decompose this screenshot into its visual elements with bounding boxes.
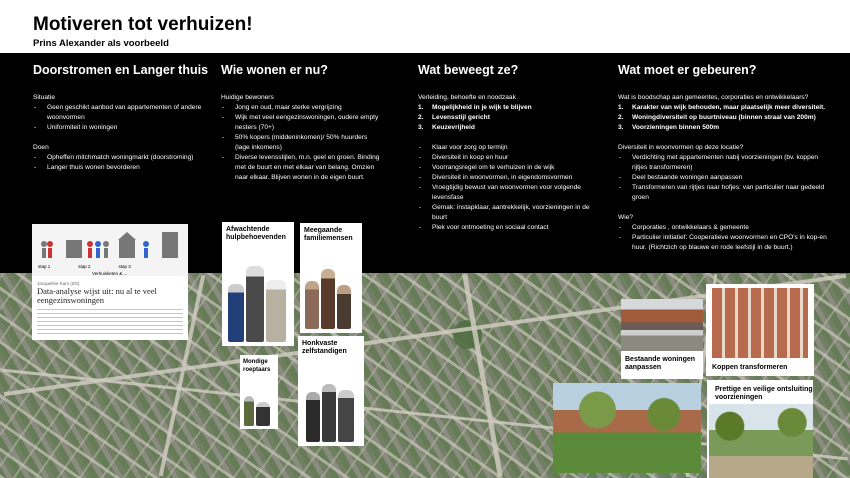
- list-item: - Plek voor ontmoeting en sociaal contact: [418, 223, 598, 233]
- column-wie-wonen: [221, 63, 381, 183]
- photo-caption: Prettige en veilige ontsluiting voorzieningen: [715, 386, 813, 401]
- heading-wat-moet: Wat moet er gebeuren?: [618, 63, 757, 77]
- article-meta: Jacqueline Kars (ZO): [37, 281, 80, 286]
- boodschap-label: Wat is boodschap aan gemeentes, corporaties en ontwikkelaars?: [618, 94, 809, 101]
- list-item: 2. Woningdiversiteit op buurtniveau (binnen straal van 200m): [618, 114, 816, 121]
- list-item: - Corporaties , ontwikkelaars & gemeente: [618, 223, 828, 233]
- step-label: stap 3: [118, 264, 131, 269]
- list-item: 1. Mogelijkheid in je wijk te blijven: [418, 104, 532, 111]
- column-wat-beweegt: [418, 63, 598, 233]
- list-item: 3. Voorzieningen binnen 500m: [618, 124, 720, 131]
- page-subtitle: Prins Alexander als voorbeeld: [33, 38, 169, 49]
- article-card: [32, 224, 188, 340]
- list-item: - Jong en oud, maar sterke vergrijzing: [221, 103, 381, 113]
- page-title: Motiveren tot verhuizen!: [33, 14, 253, 35]
- list-item: - 50% kopers (middeninkomen)/ 50% huurders (lage inkomens): [221, 133, 381, 153]
- bewoners-list: [221, 103, 381, 183]
- heading-wat-beweegt: Wat beweegt ze?: [418, 63, 519, 77]
- beweegt-list: [418, 143, 598, 233]
- apartment-photo: [712, 288, 808, 358]
- verleiding-label: Verleiding, behoefte en noodzaak: [418, 94, 516, 101]
- list-item: - Opheffen mitchmatch woningmarkt (doorstroming): [33, 153, 208, 163]
- photo-card-bestaande: [621, 299, 703, 379]
- courtyard-photo: [553, 383, 701, 473]
- list-item: - Klaar voor zorg op termijn: [418, 143, 598, 153]
- persona-card-afwachtende: [222, 222, 294, 346]
- heading-wie-wonen: Wie wonen er nu?: [221, 63, 328, 77]
- doen-list: [33, 153, 208, 173]
- persona-label: Mondige roeptaars: [243, 359, 271, 373]
- column-doorstromen: [33, 63, 208, 173]
- list-item: - Diversiteit in woonvormen, in eigendomsvormen: [418, 173, 598, 183]
- persona-figures: [306, 384, 354, 442]
- persona-label: Afwachtende hulpbehoevenden: [226, 226, 286, 241]
- step-label: stap 2: [78, 264, 91, 269]
- list-item: - Uniformiteit in woningen: [33, 123, 208, 133]
- list-item: - Vroegtijdig bewust van woonvormen voor volgende levensfase: [418, 183, 598, 203]
- diversiteit-list: [618, 153, 828, 203]
- list-item: - Gemak: instapklaar, aantrekkelijk, voorzieningen in de buurt: [418, 203, 598, 223]
- photo-card-koppen: [706, 284, 814, 376]
- photo-caption: Koppen transformeren: [712, 364, 788, 371]
- list-item: - Diverse levensstijlen, m.n. geel en groen. Binding met de buurt en met elkaar van belang. Omzien naar elkaar. Blijven wonen in de eigen buurt.: [221, 153, 381, 183]
- wie-label: Wie?: [618, 214, 634, 221]
- step-label: stap 1: [38, 264, 51, 269]
- column-wat-moet: [618, 63, 828, 253]
- list-item: 1. Karakter van wijk behouden, maar plaatselijk meer diversiteit.: [618, 104, 826, 111]
- wie-list: [618, 223, 828, 253]
- persona-label: Honkvaste zelfstandigen: [302, 340, 347, 355]
- street-photo: [709, 404, 813, 478]
- photo-card-prettige: [707, 380, 813, 478]
- list-item: - Voorrangsregel om te verhuizen in de wijk: [418, 163, 598, 173]
- list-item: - Particulier initiatief: Cooperatieve woonvormen en CPO's in kop-en huur. (Richtzich op blauwe en rode leefstijl in de buurt.): [618, 233, 828, 253]
- header: [0, 0, 850, 53]
- situatie-list: [33, 103, 208, 133]
- steps-row: [38, 264, 188, 269]
- list-item: - Diversiteit in koop en huur: [418, 153, 598, 163]
- persona-card-meegaande: [300, 223, 362, 333]
- persona-card-honkvaste: [298, 336, 364, 446]
- list-item: - Verdichting met appartementen nabij voorzieningen (bv. koppen rijtjes transformeren): [618, 153, 828, 173]
- list-item: - Wijk met veel eengezinswoningen, oudere empty nesters (70+): [221, 113, 381, 133]
- photo-caption: Bestaande woningen aanpassen: [625, 356, 696, 371]
- list-item: - Transformeren van rijtjes naar hofjes: van particulier naar gedeeld groen: [618, 183, 828, 203]
- steps-caption: Verhuisketen & ...: [92, 271, 128, 276]
- persona-figures: [305, 269, 351, 329]
- house-photo: [621, 299, 703, 351]
- list-item: 2. Levensstijl gericht: [418, 114, 490, 121]
- diversiteit-label: Diversiteit in woonvormen op deze locatie?: [618, 144, 744, 151]
- persona-figures: [244, 396, 270, 426]
- persona-card-mondige: [240, 355, 278, 429]
- heading-doorstromen: Doorstromen en Langer thuis: [33, 63, 209, 77]
- bewoners-label: Huidige bewoners: [221, 94, 274, 101]
- article-headline: Data-analyse wijst uit: nu al te veel eengezinswoningen: [37, 286, 157, 305]
- doen-label: Doen: [33, 144, 49, 151]
- beweegt-numbered-list: [418, 103, 598, 133]
- list-item: 3. Keuzevrijheid: [418, 124, 475, 131]
- list-item: - Geen geschikt aanbod van appartementen of andere woonvormen: [33, 103, 208, 123]
- moet-numbered-list: [618, 103, 828, 133]
- list-item: - Deel bestaande woningen aanpassen: [618, 173, 828, 183]
- list-item: - Langer thuis wonen bevorderen: [33, 163, 208, 173]
- persona-label: Meegaande familiemensen: [304, 227, 353, 242]
- persona-figures: [228, 266, 286, 342]
- article-body-lines: [37, 309, 183, 335]
- situatie-label: Situatie: [33, 94, 55, 101]
